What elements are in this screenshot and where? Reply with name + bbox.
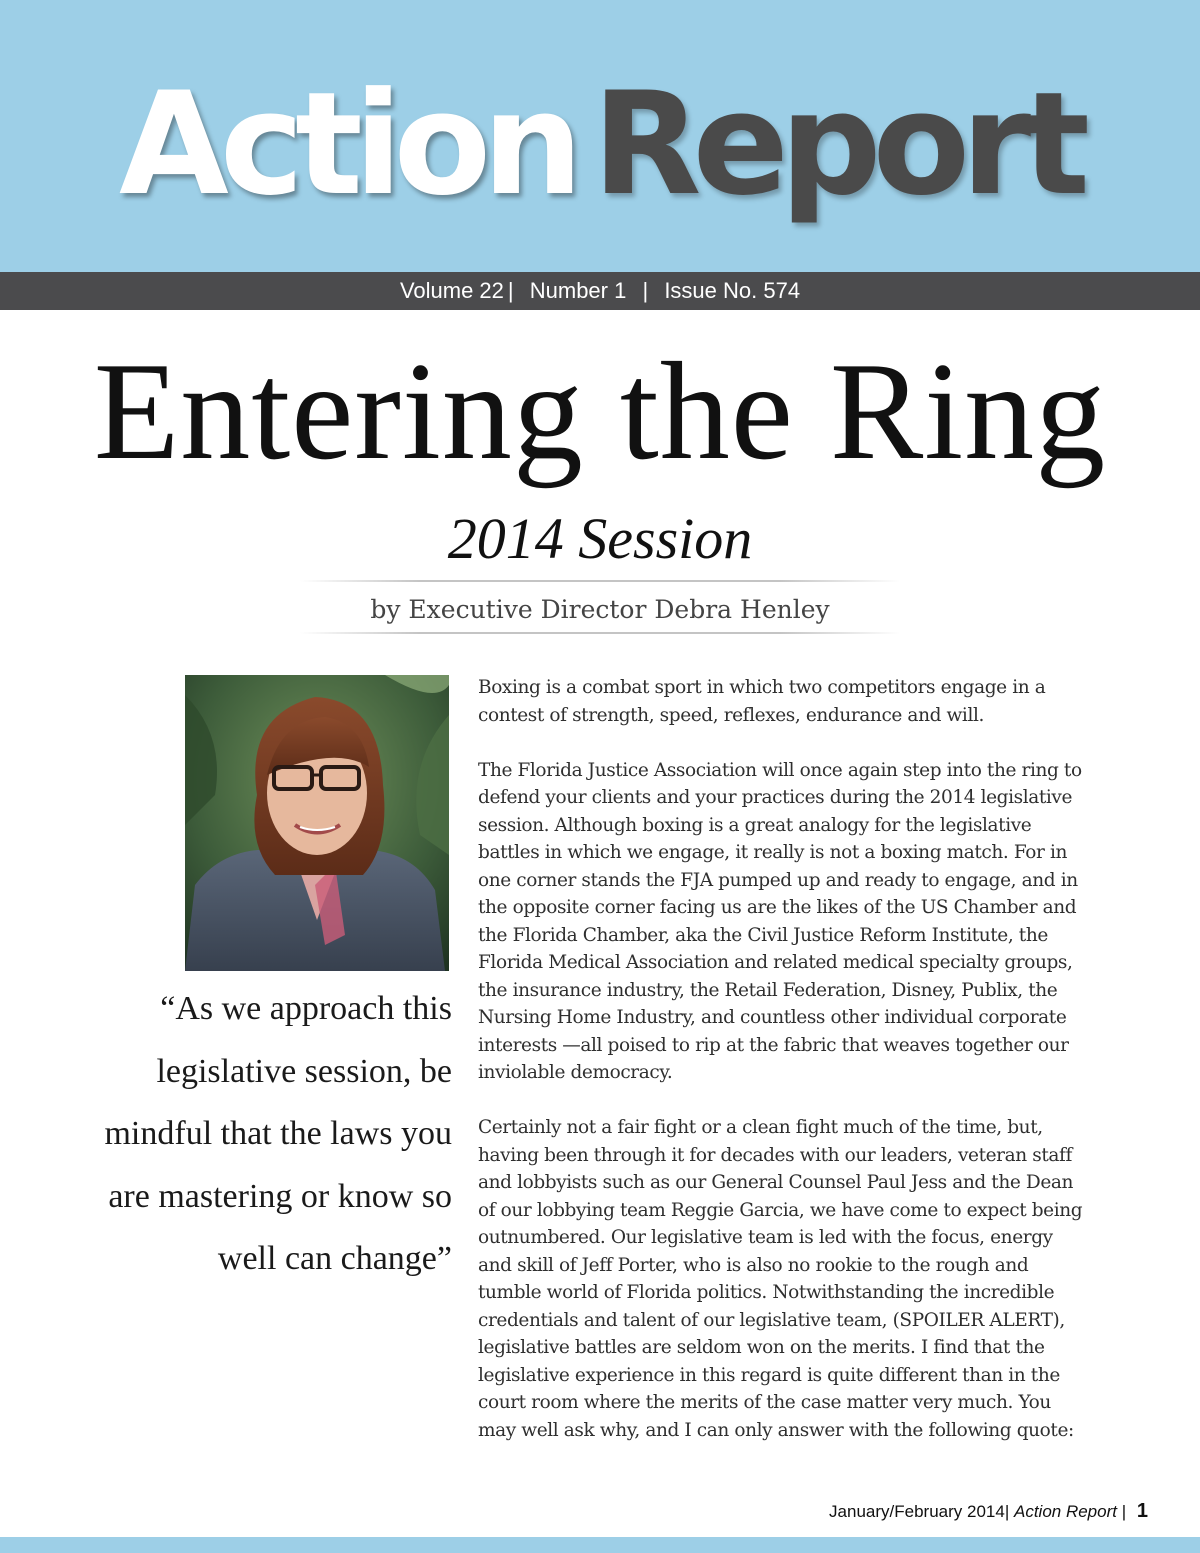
masthead (0, 0, 1200, 272)
masthead-word-report: Report (592, 62, 1082, 227)
byline: by Executive Director Debra Henley (370, 595, 830, 624)
divider-bottom (300, 632, 900, 634)
page-number: 1 (1136, 1500, 1148, 1522)
article-body (478, 674, 1083, 1472)
separator: | (1121, 1502, 1127, 1521)
divider-top (300, 580, 900, 582)
masthead-word-action: Action (118, 62, 575, 227)
bottom-band (0, 1537, 1200, 1553)
article-title: Entering the Ring (93, 334, 1107, 489)
separator: | (1004, 1502, 1010, 1521)
issue-label: Issue No. 574 (664, 278, 801, 303)
number-label: Number 1 (529, 278, 627, 303)
author-photo (185, 675, 449, 971)
volume-label: Volume 22 (399, 278, 504, 303)
pull-quote: “As we approach this legislative session, be mindful that the laws you are mastering or know so well can change” (104, 990, 452, 1277)
paragraph: Boxing is a combat sport in which two competitors engage in a contest of strength, speed, reflexes, endurance and will. (478, 677, 1046, 726)
separator: | (507, 278, 514, 303)
page-footer (829, 1500, 1148, 1523)
issue-date: January/February 2014 (829, 1502, 1005, 1521)
issue-info-bar (0, 272, 1200, 310)
paragraph: Certainly not a fair fight or a clean fight much of the time, but, having been through it for decades with our leaders, veteran staff and lobbyists such as our General Counsel Paul Jess and the Dean of our lobbying team Reggie Garcia, we have come to expect being outnumbered. Our legislative team is led with the focus, energy and skill of Jeff Porter, who is also no rookie to the rough and tumble world of Florida politics. Notwithstanding the incredible credentials and talent of our legislative team, (SPOILER ALERT), legislative battles are seldom won on the merits. I find that the legislative experience in this regard is quite different than in the court room where the merits of the case matter very much. You may well ask why, and I can only answer with the following quote: (478, 1117, 1083, 1441)
separator: | (642, 278, 649, 303)
publication-name: Action Report (1013, 1502, 1117, 1521)
paragraph: The Florida Justice Association will once again step into the ring to defend your clients and your practices during the 2014 legislative session. Although boxing is a great analogy for the legislative battles in which we engage, it really is not a boxing match. For in one corner stands the FJA pumped up and ready to engage, and in the opposite corner facing us are the likes of the US Chamber and the Florida Chamber, aka the Civil Justice Reform Institute, the Florida Medical Association and related medical specialty groups, the insurance industry, the Retail Federation, Disney, Publix, the Nursing Home Industry, and countless other individual corporate interests —all poised to rip at the fabric that weaves together our inviolable democracy. (478, 759, 1082, 1083)
article-subtitle: 2014 Session (447, 506, 753, 571)
masthead-title (0, 62, 1200, 227)
